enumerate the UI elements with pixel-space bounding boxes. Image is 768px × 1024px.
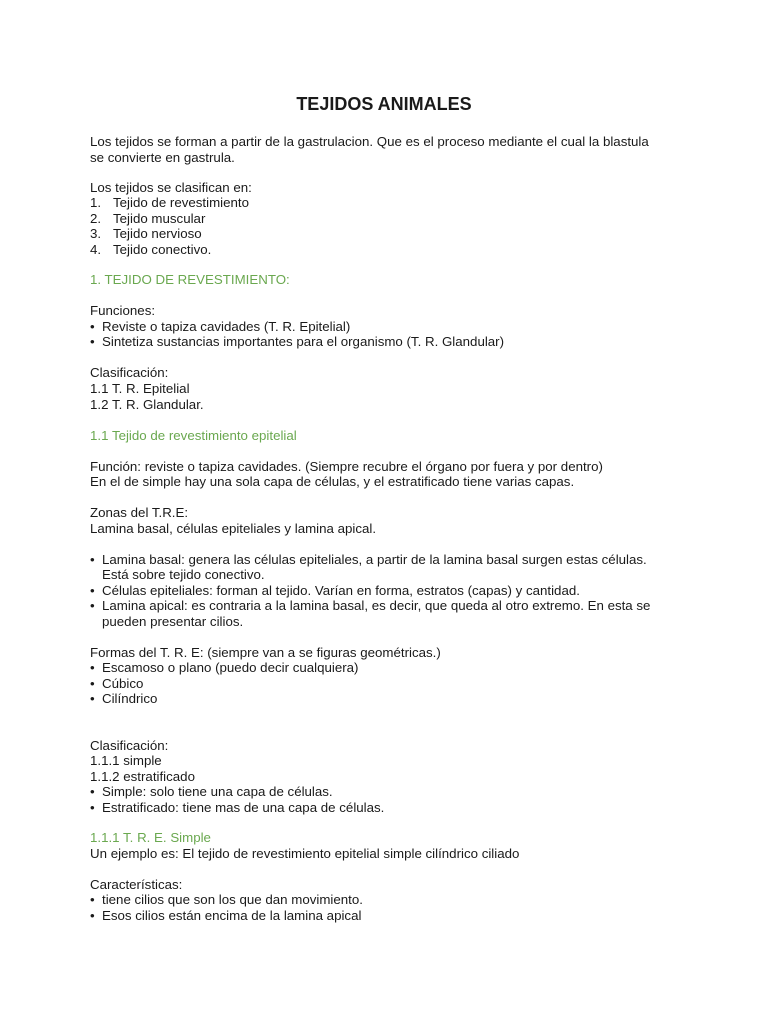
numbered-item <box>90 195 249 211</box>
paragraph-line: En el de simple hay una sola capa de células, y el estratificado tiene varias capas. <box>90 474 575 489</box>
paragraph-line: Los tejidos se forman a partir de la gastrulacion. Que es el proceso mediante el cual la blastula <box>90 134 649 149</box>
bullet-item <box>90 892 363 908</box>
bullet-item <box>90 691 157 707</box>
document-title: TEJIDOS ANIMALES <box>296 94 472 114</box>
numbered-item <box>90 226 202 242</box>
bullet-item <box>90 908 361 924</box>
bullet-icon: • <box>90 334 95 349</box>
bullet-icon: • <box>90 784 95 799</box>
paragraph-line: Formas del T. R. E: (siempre van a se figuras geométricas.) <box>90 645 441 660</box>
bullet-item <box>90 319 350 335</box>
paragraph-line: Características: <box>90 877 183 892</box>
bullet-item <box>90 334 504 350</box>
bullet-item <box>90 552 647 568</box>
bullet-item <box>90 800 384 816</box>
paragraph-line: Los tejidos se clasifican en: <box>90 180 252 195</box>
list-text: Tejido muscular <box>113 211 206 226</box>
bullet-continuation: Está sobre tejido conectivo. <box>102 567 265 582</box>
bullet-text: Reviste o tapiza cavidades (T. R. Epitelial) <box>102 319 351 334</box>
bullet-item <box>90 583 580 599</box>
paragraph-line: Función: reviste o tapiza cavidades. (Siempre recubre el órgano por fuera y por dentro) <box>90 459 603 474</box>
bullet-text: Escamoso o plano (puedo decir cualquiera) <box>102 660 359 675</box>
bullet-item <box>90 676 143 692</box>
paragraph-line: Clasificación: <box>90 365 169 380</box>
list-text: Tejido de revestimiento <box>113 195 249 210</box>
bullet-icon: • <box>90 908 95 923</box>
bullet-text: Sintetiza sustancias importantes para el organismo (T. R. Glandular) <box>102 334 505 349</box>
list-number: 2. <box>90 211 102 226</box>
bullet-icon: • <box>90 552 95 567</box>
bullet-icon: • <box>90 583 95 598</box>
bullet-text: Simple: solo tiene una capa de células. <box>102 784 333 799</box>
section-heading: 1.1 Tejido de revestimiento epitelial <box>90 428 297 443</box>
bullet-icon: • <box>90 319 95 334</box>
bullet-continuation: pueden presentar cilios. <box>102 614 244 629</box>
bullet-icon: • <box>90 660 95 675</box>
bullet-text: Lamina basal: genera las células epiteliales, a partir de la lamina basal surgen estas células. <box>102 552 647 567</box>
bullet-icon: • <box>90 598 95 613</box>
section-heading: 1.1.1 T. R. E. Simple <box>90 830 211 845</box>
bullet-item <box>90 784 333 800</box>
bullet-item <box>90 660 359 676</box>
bullet-icon: • <box>90 800 95 815</box>
bullet-icon: • <box>90 892 95 907</box>
list-number: 4. <box>90 242 102 257</box>
bullet-text: Lamina apical: es contraria a la lamina basal, es decir, que queda al otro extremo. En esta se <box>102 598 651 613</box>
numbered-item <box>90 242 211 258</box>
bullet-icon: • <box>90 676 95 691</box>
bullet-text: tiene cilios que son los que dan movimiento. <box>102 892 363 907</box>
bullet-text: Estratificado: tiene mas de una capa de células. <box>102 800 385 815</box>
paragraph-line: Zonas del T.R.E: <box>90 505 189 520</box>
section-heading: 1. TEJIDO DE REVESTIMIENTO: <box>90 272 290 287</box>
bullet-text: Cilíndrico <box>102 691 158 706</box>
bullet-text: Esos cilios están encima de la lamina apical <box>102 908 362 923</box>
list-number: 1. <box>90 195 102 210</box>
bullet-text: Cúbico <box>102 676 144 691</box>
bullet-icon: • <box>90 691 95 706</box>
list-text: Tejido conectivo. <box>113 242 212 257</box>
paragraph-line: Un ejemplo es: El tejido de revestimiento epitelial simple cilíndrico ciliado <box>90 846 520 861</box>
bullet-text: Células epiteliales: forman al tejido. Varían en forma, estratos (capas) y cantidad. <box>102 583 580 598</box>
bullet-item <box>90 598 650 614</box>
paragraph-line: Lamina basal, células epiteliales y lamina apical. <box>90 521 377 536</box>
list-number: 3. <box>90 226 102 241</box>
paragraph-line: Funciones: <box>90 303 156 318</box>
paragraph-line: 1.1.2 estratificado <box>90 769 195 784</box>
numbered-item <box>90 211 205 227</box>
paragraph-line: 1.1 T. R. Epitelial <box>90 381 190 396</box>
list-text: Tejido nervioso <box>113 226 202 241</box>
paragraph-line: 1.2 T. R. Glandular. <box>90 397 204 412</box>
paragraph-line: Clasificación: <box>90 738 169 753</box>
paragraph-line: 1.1.1 simple <box>90 753 162 768</box>
paragraph-line: se convierte en gastrula. <box>90 150 235 165</box>
